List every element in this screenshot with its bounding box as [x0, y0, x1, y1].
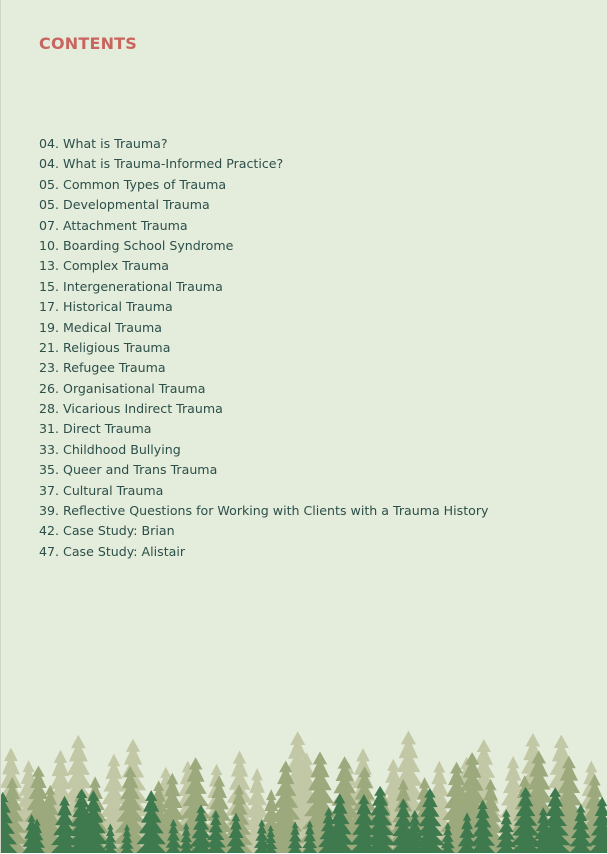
toc-entry[interactable]: 15. Intergenerational Trauma — [39, 278, 223, 294]
toc-entry[interactable]: 37. Cultural Trauma — [39, 482, 164, 498]
contents-heading: CONTENTS — [39, 34, 138, 53]
toc-entry[interactable]: 13. Complex Trauma — [39, 258, 169, 274]
toc-entry[interactable]: 42. Case Study: Brian — [39, 523, 175, 539]
toc-entry[interactable]: 04. What is Trauma? — [39, 136, 168, 151]
toc-entry[interactable]: 35. Queer and Trans Trauma — [39, 462, 218, 478]
toc-entry[interactable]: 05. Developmental Trauma — [39, 197, 210, 213]
toc-entry[interactable]: 07. Attachment Trauma — [39, 217, 188, 233]
toc-entry[interactable]: 31. Direct Trauma — [39, 421, 152, 437]
toc-entry[interactable]: 33. Childhood Bullying — [39, 441, 181, 457]
toc-entry[interactable]: 28. Vicarious Indirect Trauma — [39, 401, 223, 417]
toc-entry[interactable]: 10. Boarding School Syndrome — [39, 237, 234, 253]
toc-entry[interactable]: 05. Common Types of Trauma — [39, 176, 227, 192]
toc-entry[interactable]: 39. Reflective Questions for Working with Clients with a Trauma History — [39, 503, 489, 519]
toc-entry[interactable]: 19. Medical Trauma — [39, 319, 162, 335]
toc-entry[interactable]: 21. Religious Trauma — [39, 339, 171, 355]
toc-entry[interactable]: 04. What is Trauma-Informed Practice? — [39, 156, 284, 172]
toc-entry[interactable]: 47. Case Study: Alistair — [39, 543, 186, 559]
toc-entry[interactable]: 17. Historical Trauma — [39, 299, 173, 315]
table-of-contents — [39, 134, 489, 562]
toc-entry[interactable]: 26. Organisational Trauma — [39, 380, 206, 396]
toc-entry[interactable]: 23. Refugee Trauma — [39, 360, 166, 376]
forest-treeline-illustration — [1, 723, 607, 853]
